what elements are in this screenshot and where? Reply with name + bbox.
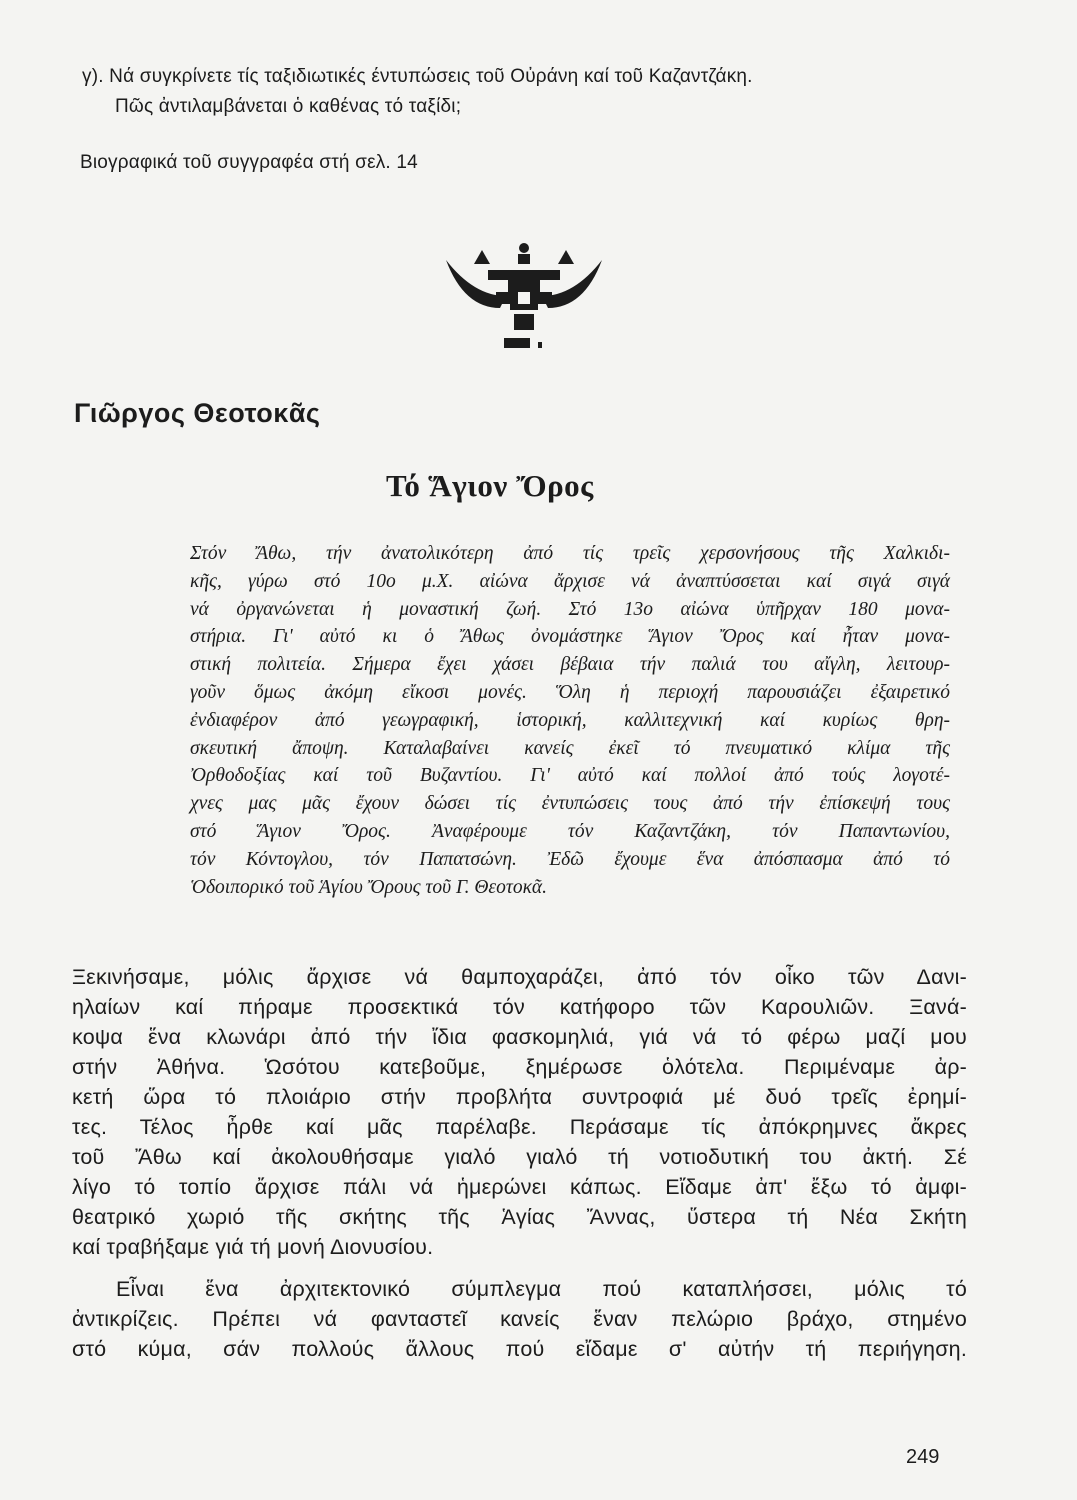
page-number: 249 — [906, 1446, 940, 1468]
intro-line: Στόν Ἄθω, τήν ἀνατολικότερη ἀπό τίς τρεῖς χερσονήσους τῆς Χαλκιδι- — [190, 543, 950, 564]
intro-line: σκευτική ἄποψη. Καταλαβαίνει κανείς ἐκεῖ τό πνευματικό κλίμα τῆς — [190, 737, 950, 759]
question-line-1: γ). Νά συγκρίνετε τίς ταξιδιωτικές έντυπώσεις τοῦ Οὐράνη καί τοῦ Καζαντζάκη. — [82, 66, 753, 87]
question-line-2: Πῶς ἀντιλαμβάνεται ὁ καθένας τό ταξίδι; — [115, 96, 462, 117]
intro-line: γοῦν ὅμως ἀκόμη εἴκοσι μονές. Ὅλη ἡ περιοχή παρουσιάζει ἐξαιρετικό — [190, 681, 950, 703]
ornamental-emblem-icon — [436, 238, 612, 368]
intro-line: στό Ἅγιον Ὄρος. Ἀναφέρουμε τόν Καζαντζάκη, τόν Παπαντωνίου, — [190, 820, 950, 842]
body-line: θεατρικό χωριό τῆς σκήτης τῆς Ἁγίας Ἄννας, ὕστερα τή Νέα Σκήτη — [72, 1205, 967, 1229]
body-line: κοψα ἕνα κλωνάρι ἀπό τήν ἴδια φασκομηλιά, γιά νά τό φέρω μαζί μου — [72, 1025, 967, 1049]
intro-line: νά ὀργανώνεται ἡ μοναστική ζωή. Στό 13ο αἰώνα ὑπῆρχαν 180 μονα- — [190, 598, 950, 620]
intro-line: Ὁδοιπορικό τοῦ Ἁγίου Ὄρους τοῦ Γ. Θεοτοκᾶ. — [190, 876, 548, 898]
intro-paragraph — [190, 540, 950, 901]
intro-line: τόν Κόντογλου, τόν Παπατσώνη. Ἐδῶ ἔχουμε ἕνα ἀπόσπασμα ἀπό τό — [190, 848, 950, 870]
author-name: Γιῶργος Θεοτοκᾶς — [74, 398, 321, 428]
body-paragraph-1 — [72, 962, 967, 1262]
intro-line: χνες μας μᾶς ἔχουν δώσει τίς ἐντυπώσεις τους ἀπό τήν ἐπίσκεψή τους — [190, 793, 950, 815]
body-line: ἀντικρίζεις. Πρέπει νά φανταστεῖ κανείς ἕναν πελώριο βράχο, στημένο — [72, 1307, 967, 1331]
body-line: Ξεκινήσαμε, μόλις ἄρχισε νά θαμποχαράζει, ἀπό τόν οἶκο τῶν Δανι- — [72, 965, 967, 989]
body-line: τοῦ Ἄθω καί ἀκολουθήσαμε γιαλό γιαλό τή νοτιοδυτική του ἀκτή. Σέ — [72, 1145, 967, 1169]
body-line: στό κύμα, σάν πολλούς ἄλλους πού εἴδαμε σ' αὐτήν τή περιήγηση. — [72, 1337, 967, 1361]
body-line: Εἶναι ἕνα ἀρχιτεκτονικό σύμπλεγμα πού καταπλήσσει, μόλις τό — [116, 1277, 967, 1301]
body-line: στήν Ἀθήνα. Ὡσότου κατεβοῦμε, ξημέρωσε ὁλότελα. Περιμέναμε ἀρ- — [72, 1055, 967, 1079]
body-line: καί τραβήξαμε γιά τή μονή Διονυσίου. — [72, 1235, 434, 1259]
body-line: ηλαίων καί πήραμε προσεκτικά τόν κατήφορο τῶν Καρουλιῶν. Ξανά- — [72, 995, 967, 1019]
intro-line: κῆς, γύρω στό 10ο μ.Χ. αἰώνα ἄρχισε νά ἀναπτύσσεται καί σιγά σιγά — [190, 570, 950, 592]
body-line: λίγο τό τοπίο ἄρχισε πάλι νά ἡμερώνει κάπως. Εἴδαμε ἀπ' ἔξω τό ἀμφι- — [72, 1175, 967, 1199]
intro-line: Ὀρθοδοξίας καί τοῦ Βυζαντίου. Γι' αὐτό καί πολλοί ἀπό τούς λογοτέ- — [190, 765, 950, 787]
page-title: Τό Ἅγιον Ὄρος — [386, 468, 594, 503]
intro-line: ἐνδιαφέρον ἀπό γεωγραφική, ἱστορική, καλλιτεχνική καί κυρίως θρη- — [190, 709, 950, 731]
body-line: κετή ὥρα τό πλοιάριο στήν προβλήτα συντροφιά μέ δυό τρεῖς ἐρημί- — [72, 1085, 967, 1109]
intro-line: στική πολιτεία. Σήμερα ἔχει χάσει βέβαια τήν παλιά του αἴγλη, λειτουρ- — [190, 654, 950, 676]
intro-line: στήρια. Γι' αὐτό κι ὁ Ἄθως ὀνομάστηκε Ἅγιον Ὄρος καί ἦταν μονα- — [190, 626, 950, 648]
body-paragraph-2 — [72, 1274, 967, 1364]
body-text — [72, 962, 967, 1364]
body-line: τες. Τέλος ἦρθε καί μᾶς παρέλαβε. Περάσαμε τίς ἀπόκρημνες ἄκρες — [72, 1115, 967, 1139]
bio-note: Βιογραφικά τοῦ συγγραφέα στή σελ. 14 — [80, 152, 418, 173]
